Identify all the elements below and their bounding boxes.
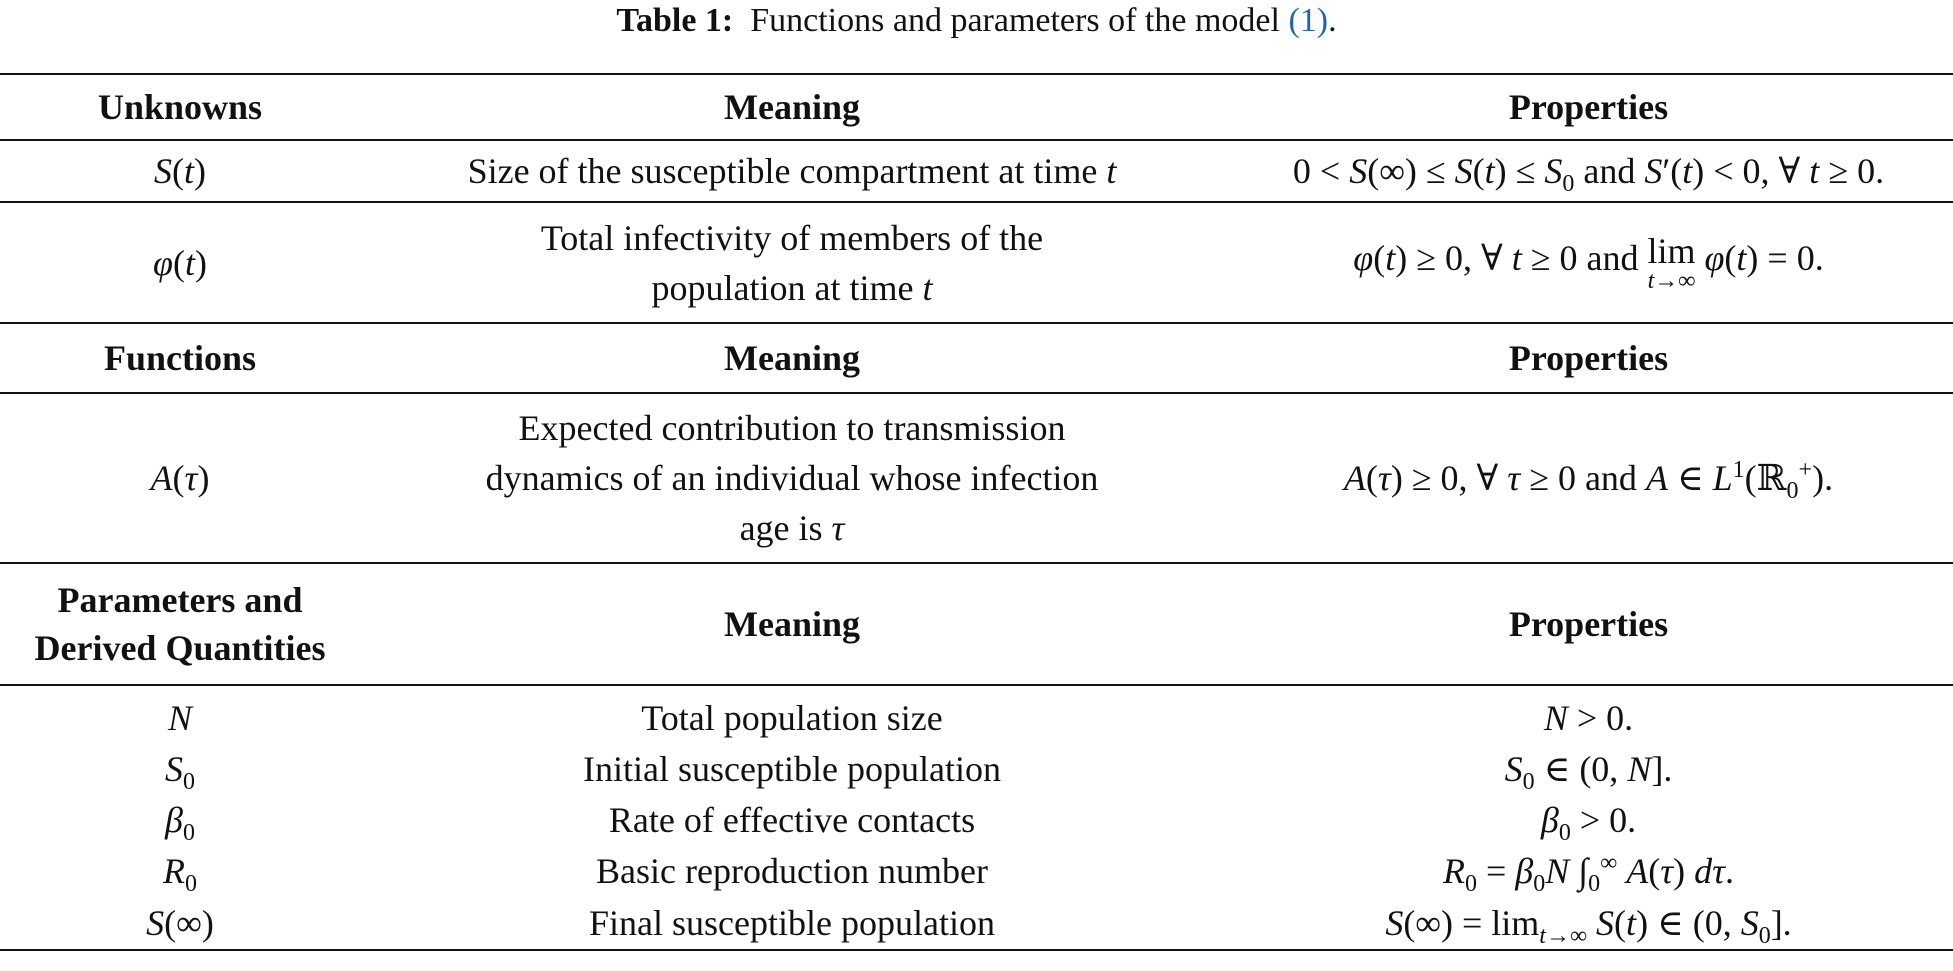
properties-cell: A(τ) ≥ 0, ∀ τ ≥ 0 and A ∈ $L^1(ℝ_0^+)$. xyxy=(1343,457,1834,505)
column-header-meaning: Meaning xyxy=(723,604,860,644)
symbol-cell: S(∞) xyxy=(146,902,214,943)
caption-equation-link[interactable]: (1) xyxy=(1288,2,1329,39)
symbol-cell: A(τ) xyxy=(150,458,210,498)
header-row-functions xyxy=(0,323,1953,393)
symbol-cell: φ(t) xyxy=(153,242,207,283)
header-row-unknowns xyxy=(0,74,1953,140)
table-row xyxy=(0,845,1953,896)
column-header-parameters xyxy=(0,563,360,685)
properties-cell: $0 < S(\infty) \le S(t) \le S_0$ and S′(t) < 0, ∀ t ≥ 0. xyxy=(1292,151,1885,198)
table-row xyxy=(0,794,1953,845)
column-header-parameters-text: Parameters and Derived Quantities xyxy=(34,580,326,668)
caption-period: . xyxy=(1328,2,1337,39)
properties-cell: $S_0$ ∈ (0, N]. xyxy=(1504,748,1673,795)
symbol-cell: $S_0$ xyxy=(165,748,195,795)
meaning-cell: Final susceptible population xyxy=(589,902,995,943)
header-row-parameters xyxy=(0,563,1953,685)
properties-cell: $\beta_0 > 0$. xyxy=(1540,799,1637,846)
caption-label: Table 1: xyxy=(616,2,734,39)
symbol-cell: $R_0$ xyxy=(163,850,197,897)
properties-cell: φ(t) ≥ 0, ∀ t ≥ 0 and lim t→∞ φ(t) = 0. xyxy=(1353,230,1824,294)
column-header-meaning: Meaning xyxy=(723,87,860,127)
table-row xyxy=(0,896,1953,950)
meaning-cell: Size of the susceptible compartment at time t xyxy=(467,151,1117,191)
column-header-meaning: Meaning xyxy=(723,338,860,378)
properties-cell: $R_0 = \beta_0N$ $\int_0^\infty$ A(τ) dτ. xyxy=(1442,849,1735,897)
meaning-cell: Rate of effective contacts xyxy=(608,799,976,840)
meaning-cell: Total population size xyxy=(641,698,943,738)
properties-cell: N > 0. xyxy=(1543,698,1634,738)
properties-cell: $S(\infty) = \lim_{t\to\infty} S(t)$ ∈ (0, $S_0$]. xyxy=(1385,902,1792,949)
table-caption xyxy=(0,0,1953,42)
column-header-properties: Properties xyxy=(1508,338,1669,378)
table-row xyxy=(0,743,1953,794)
table-row xyxy=(0,393,1953,563)
column-header-unknowns: Unknowns xyxy=(97,87,263,127)
symbol-cell: N xyxy=(167,698,192,738)
parameters-table xyxy=(0,73,1953,951)
meaning-cell: Basic reproduction number xyxy=(596,850,988,891)
caption-text: Functions and parameters of the model xyxy=(750,2,1280,39)
meaning-cell: Total infectivity of members of the population at time t xyxy=(540,217,1044,308)
symbol-cell: $\beta_0$ xyxy=(165,799,195,846)
meaning-cell: Initial susceptible population xyxy=(583,748,1001,789)
table-row xyxy=(0,140,1953,202)
column-header-properties: Properties xyxy=(1508,87,1669,127)
column-header-functions: Functions xyxy=(103,338,257,378)
symbol-cell: S(t) xyxy=(153,151,206,191)
table-row xyxy=(0,685,1953,743)
column-header-properties: Properties xyxy=(1508,604,1669,644)
meaning-cell: Expected contribution to transmission dynamics of an individual whose infection age is τ xyxy=(485,408,1099,548)
table-row xyxy=(0,202,1953,323)
